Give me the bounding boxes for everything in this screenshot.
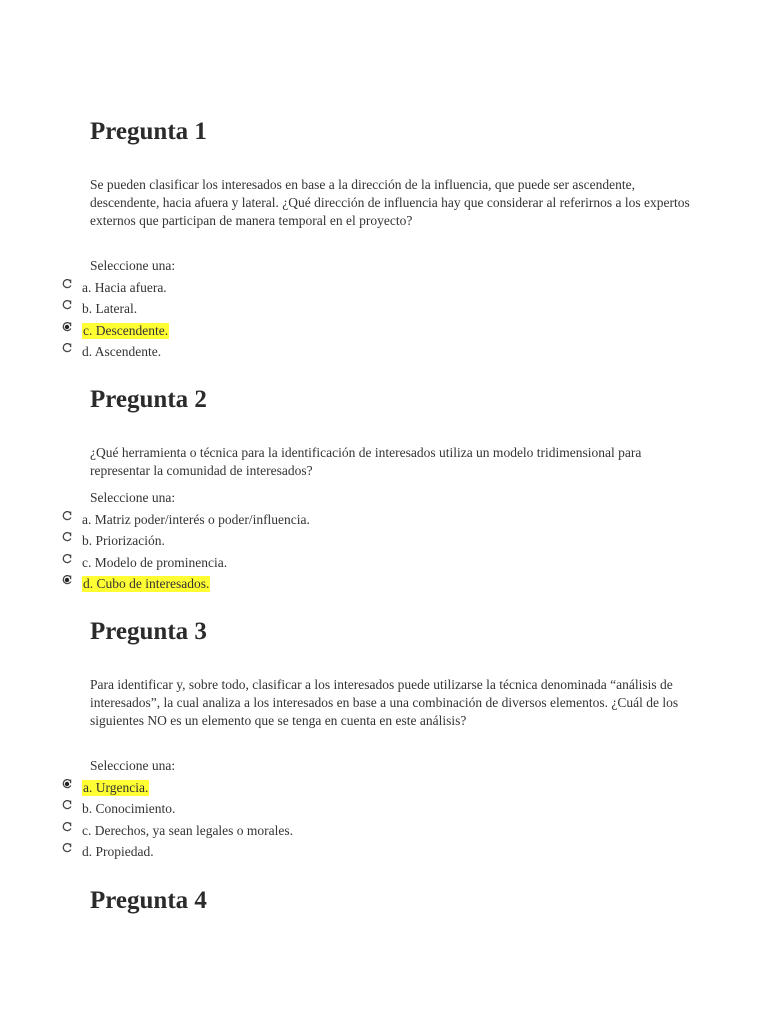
radio-unchecked-icon[interactable] bbox=[62, 511, 72, 521]
answer-option[interactable] bbox=[62, 842, 293, 864]
answer-option-label: c. Derechos, ya sean legales o morales. bbox=[82, 822, 294, 838]
answer-option-label: d. Cubo de interesados. bbox=[83, 576, 210, 592]
answer-option-label: b. Priorización. bbox=[82, 533, 165, 549]
question-3-select-label: Seleccione una: bbox=[90, 758, 176, 773]
answer-option-label: d. Propiedad. bbox=[82, 844, 154, 860]
answer-option[interactable] bbox=[62, 531, 310, 553]
answer-option-label: c. Descendente. bbox=[83, 322, 169, 338]
radio-unchecked-icon[interactable] bbox=[62, 800, 72, 810]
radio-unchecked-icon[interactable] bbox=[62, 532, 72, 542]
answer-option[interactable] bbox=[62, 509, 310, 531]
answer-option[interactable] bbox=[62, 277, 169, 299]
question-3-options bbox=[62, 777, 293, 863]
answer-option-label: a. Matriz poder/interés o poder/influencia. bbox=[82, 511, 310, 527]
radio-unchecked-icon[interactable] bbox=[62, 300, 72, 310]
answer-option-label: a. Urgencia. bbox=[83, 779, 149, 795]
question-3-title: Pregunta 3 bbox=[90, 618, 207, 645]
radio-checked-icon[interactable] bbox=[62, 322, 72, 332]
question-2-title: Pregunta 2 bbox=[90, 386, 207, 413]
answer-option[interactable] bbox=[62, 799, 293, 821]
question-1-select-label: Seleccione una: bbox=[90, 258, 176, 273]
question-3-text: Para identificar y, sobre todo, clasificar a los interesados puede utilizarse la técnica denominada “análisis de interesados”, la cual analiza a los interesados en base a una combinación de diversos elementos. ¿Cuál de los siguientes NO es un elemento que se tenga en cuenta en este análisis? bbox=[90, 677, 679, 728]
answer-option-label: a. Hacia afuera. bbox=[82, 279, 167, 295]
radio-unchecked-icon[interactable] bbox=[62, 822, 72, 832]
answer-option-label: b. Conocimiento. bbox=[82, 801, 176, 817]
question-1-title: Pregunta 1 bbox=[90, 118, 207, 145]
radio-unchecked-icon[interactable] bbox=[62, 343, 72, 353]
answer-option[interactable] bbox=[62, 299, 169, 321]
question-2-select-label: Seleccione una: bbox=[90, 490, 176, 505]
answer-option[interactable] bbox=[62, 552, 310, 574]
radio-unchecked-icon[interactable] bbox=[62, 843, 72, 853]
question-1-text: Se pueden clasificar los interesados en base a la dirección de la influencia, que puede ser ascendente, descendente, hacia afuera y lateral. ¿Qué dirección de influencia hay que considerar al referirnos a los expertos externos que participan de manera temporal en el proyecto? bbox=[90, 177, 690, 228]
answer-option[interactable] bbox=[62, 320, 169, 342]
answer-option[interactable] bbox=[62, 342, 169, 364]
answer-option-label: b. Lateral. bbox=[82, 301, 138, 317]
question-2-text: ¿Qué herramienta o técnica para la identificación de interesados utiliza un modelo tridimensional para representar la comunidad de interesados? bbox=[90, 445, 642, 478]
question-1-options bbox=[62, 277, 169, 363]
answer-option-label: d. Ascendente. bbox=[82, 344, 162, 360]
radio-unchecked-icon[interactable] bbox=[62, 554, 72, 564]
answer-option-label: c. Modelo de prominencia. bbox=[82, 554, 228, 570]
answer-option[interactable] bbox=[62, 820, 293, 842]
radio-checked-icon[interactable] bbox=[62, 575, 72, 585]
question-4-title: Pregunta 4 bbox=[90, 887, 207, 914]
radio-checked-icon[interactable] bbox=[62, 779, 72, 789]
answer-option[interactable] bbox=[62, 777, 293, 799]
answer-option[interactable] bbox=[62, 574, 310, 596]
radio-unchecked-icon[interactable] bbox=[62, 279, 72, 289]
question-2-options bbox=[62, 509, 310, 595]
